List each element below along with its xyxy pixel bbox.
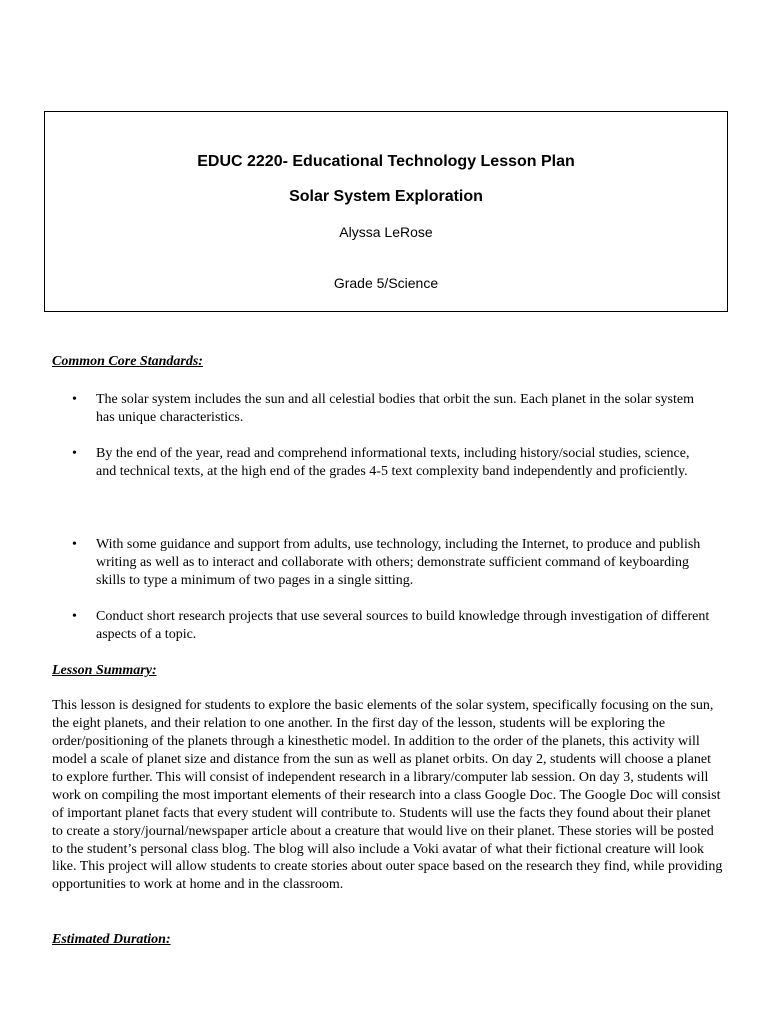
bullet-icon: • (72, 392, 77, 407)
standard-text: By the end of the year, read and comprehend informational texts, including history/social studies, science, and technical texts, at the high end of the grades 4-5 text complexity band independently and proficiently. (96, 446, 690, 479)
duration-heading: Estimated Duration: (52, 932, 171, 947)
standard-text: The solar system includes the sun and all celestial bodies that orbit the sun. Each planet in the solar system has unique characteristics. (96, 392, 694, 425)
course-title: EDUC 2220- Educational Technology Lesson Plan (197, 153, 575, 170)
grade-subject: Grade 5/Science (333, 275, 439, 291)
summary-heading: Lesson Summary: (52, 663, 157, 678)
standard-text: Conduct short research projects that use several sources to build knowledge through investigation of different aspects of a topic. (96, 609, 710, 642)
standard-item (72, 536, 711, 590)
standard-text: With some guidance and support from adults, use technology, including the Internet, to produce and publish writing as well as to interact and collaborate with others; demonstrate sufficient command of keyboarding skills to type a minimum of two pages in a single sitting. (96, 537, 701, 588)
lesson-title: Solar System Exploration (289, 188, 483, 205)
standards-heading: Common Core Standards: (52, 354, 203, 369)
author-name: Alyssa LeRose (339, 224, 433, 240)
bullet-icon: • (72, 609, 77, 624)
bullet-icon: • (72, 537, 77, 552)
standard-item (72, 445, 711, 481)
title-box (44, 111, 728, 312)
standard-item (72, 391, 711, 427)
bullet-icon: • (72, 446, 77, 461)
standard-item (72, 608, 711, 644)
summary-paragraph: This lesson is designed for students to explore the basic elements of the solar system, specifically focusing on the sun, the eight planets, and their relation to one another. In the first day of the lesson, students will be exploring the order/positioning of the planets through a kinesthetic model. In addition to the order of the planets, this activity will model a scale of planet size and distance from the sun as well as planet orbits. On day 2, students will choose a planet to explore further. This will consist of independent research in a library/computer lab session. On day 3, students will work on compiling the most important elements of their research into a class Google Doc. The Google Doc will consist of important planet facts that every student will contribute to. Students will use the facts they found about their planet to create a story/journal/newspaper article about a creature that would live on their planet. These stories will be posted to the student’s personal class blog. The blog will also include a Voki avatar of what their fictional creature will look like. This project will allow students to create stories about outer space based on the research they find, while providing opportunities to work at home and in the classroom. (52, 698, 723, 893)
